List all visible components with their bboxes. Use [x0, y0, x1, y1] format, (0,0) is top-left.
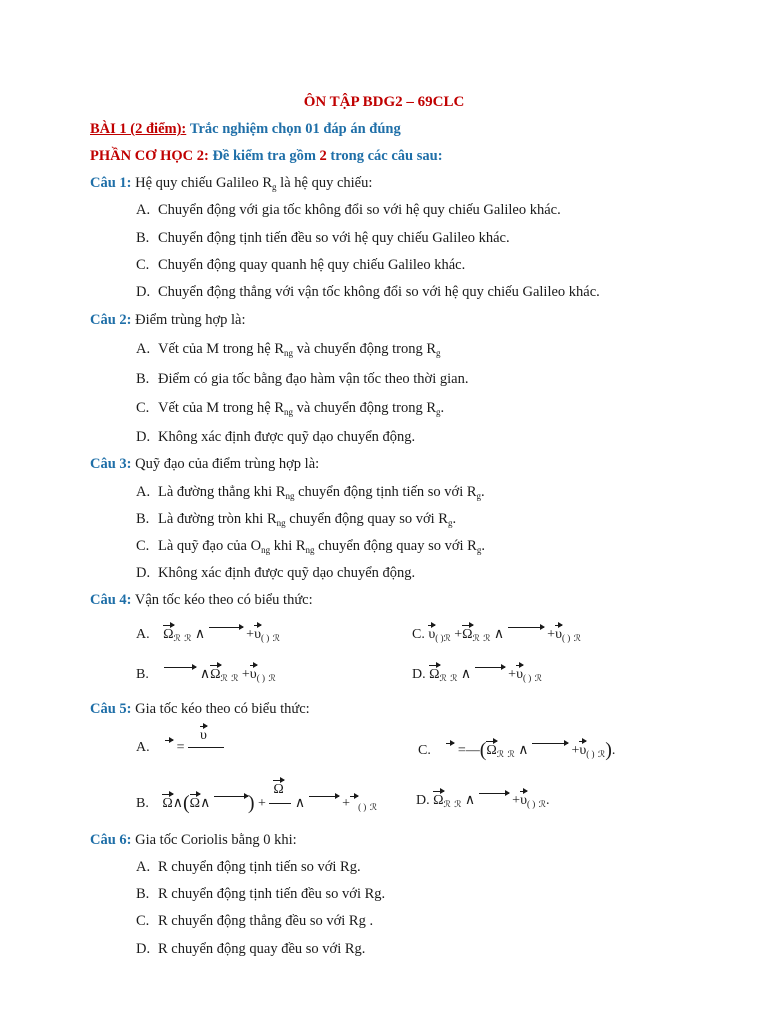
option-label: A.: [136, 859, 151, 875]
plus-symbol: +: [454, 627, 463, 642]
vector-arrow-icon: [446, 743, 454, 744]
question-text: Vận tốc kéo theo có biểu thức:: [134, 592, 313, 608]
section-phan: [90, 149, 443, 164]
option-label: C.: [412, 627, 425, 642]
option-text: Chuyển động với gia tốc không đổi so với hệ quy chiếu Galileo khác.: [158, 202, 561, 218]
question-5: [90, 702, 310, 717]
subscript: g: [272, 182, 277, 192]
option-text-part: .: [481, 538, 485, 554]
phan-count: 2: [319, 148, 327, 164]
plus-symbol: +: [508, 667, 517, 682]
option-4c[interactable]: [412, 627, 581, 643]
option-text-part: chuyển động quay so với R: [314, 538, 477, 554]
question-6: [90, 833, 297, 848]
script-r: ℛ: [454, 799, 462, 809]
vector-arrow-icon: [532, 743, 568, 744]
subscript: g: [436, 348, 441, 358]
equals-symbol: =: [176, 740, 185, 755]
vector-arrow-icon: [508, 627, 544, 628]
wedge-symbol: ∧: [493, 627, 505, 642]
option-label: D.: [136, 941, 151, 957]
option-5d[interactable]: D. $\Omega_ℛ$ $_ℛ$ ∧ $+\upsilon_{( )}$ $_ℛ$.: [416, 793, 550, 809]
script-r: ℛ: [443, 799, 451, 809]
velocity-symbol: υ: [249, 667, 257, 682]
fraction: [269, 781, 291, 811]
question-text: Điểm trùng hợp là:: [135, 312, 246, 328]
fraction-bar: [188, 747, 224, 748]
fraction: [188, 727, 224, 755]
question-text: Hệ quy chiếu Galileo R: [135, 175, 273, 191]
option-text-part: .: [452, 511, 457, 527]
option-text: Không xác định được quỹ dạo chuyển động.: [158, 565, 416, 581]
option-text: Không xác định được quỹ dạo chuyển động.: [158, 429, 416, 445]
subscript-paren: ( ): [256, 673, 265, 683]
option-label: B.: [136, 371, 150, 387]
plus-symbol: +: [241, 667, 250, 682]
question-number: Câu 3:: [90, 456, 132, 472]
option-label: C.: [418, 743, 431, 758]
question-text: Gia tốc Coriolis bằng 0 khi:: [135, 832, 297, 848]
bai1-label: BÀI 1 (2 điểm):: [90, 121, 187, 137]
option-text-part: Vết của M trong hệ R: [158, 341, 285, 357]
question-number: Câu 1:: [90, 175, 132, 191]
velocity-symbol: υ: [516, 667, 523, 682]
omega-symbol: Ω: [163, 627, 174, 642]
option-label: B.: [136, 886, 150, 902]
velocity-symbol: υ: [428, 627, 436, 642]
subscript: g: [476, 491, 482, 501]
option-label: A.: [136, 484, 151, 500]
option-text: [158, 485, 485, 501]
script-r: ℛ: [507, 749, 515, 759]
option-text: Chuyển động quay quanh hệ quy chiếu Galileo khác.: [158, 257, 466, 273]
subscript-paren: ( ): [586, 749, 595, 759]
subscript: ng: [284, 348, 294, 358]
question-text: Gia tốc kéo theo có biểu thức:: [135, 701, 310, 717]
subscript-paren: ( ): [261, 633, 270, 643]
vector-arrow-icon: [214, 796, 248, 797]
wedge-symbol: ∧: [199, 667, 211, 682]
option-label: D.: [416, 793, 430, 808]
script-r: ℛ: [538, 799, 546, 809]
option-label: D.: [136, 565, 151, 581]
vector-arrow-icon: [209, 627, 243, 628]
option-text: Chuyển động tịnh tiến đều so với hệ quy chiếu Galileo khác.: [158, 230, 510, 246]
subscript: ng: [285, 491, 295, 501]
script-r: ℛ: [450, 673, 458, 683]
wedge-symbol: ∧: [518, 743, 529, 758]
option-text: R chuyển động tịnh tiến so với Rg.: [158, 859, 361, 875]
question-text-tail: là hệ quy chiếu:: [276, 175, 373, 191]
option-text-part: và chuyển động trong R: [293, 400, 437, 416]
option-label: C.: [136, 257, 150, 273]
subscript-paren: ( ): [562, 633, 571, 643]
question-number: Câu 6:: [90, 832, 132, 848]
vector-arrow-icon: [164, 667, 196, 668]
option-text-part: khi R: [270, 538, 306, 554]
plus-symbol: +: [571, 743, 580, 758]
wedge-symbol: ∧: [294, 796, 306, 811]
minus-symbol: —: [465, 743, 480, 758]
question-1: [90, 176, 372, 192]
option-label: A.: [136, 341, 151, 357]
velocity-symbol: υ: [579, 743, 587, 758]
plus-symbol: +: [512, 793, 521, 808]
option-label: A.: [136, 202, 151, 218]
option-text-part: Là đường thẳng khi R: [158, 484, 286, 500]
subscript: ng: [305, 545, 315, 555]
fraction-bar: [269, 803, 291, 804]
subscript: ng: [284, 407, 294, 417]
option-text-part: chuyển động quay so với R: [285, 511, 448, 527]
script-r: ℛ: [231, 673, 239, 683]
wedge-symbol: ∧: [464, 793, 476, 808]
option-text-part: Vết của M trong hệ R: [158, 400, 285, 416]
option-label: D.: [136, 284, 151, 300]
question-4: [90, 593, 313, 608]
plus-symbol: +: [342, 796, 351, 811]
script-r: ℛ: [598, 749, 606, 759]
section-bai1: [90, 122, 401, 137]
option-4d[interactable]: [412, 667, 542, 683]
option-text: R chuyển động thẳng đều so với Rg .: [158, 913, 374, 929]
plus-symbol: +: [258, 796, 266, 811]
script-r: ℛ: [173, 633, 181, 643]
wedge-symbol: ∧: [200, 796, 211, 811]
velocity-symbol: υ: [520, 793, 527, 808]
subscript-paren: ( ): [358, 802, 367, 812]
script-r: ℛ: [573, 633, 581, 643]
phan-label: PHẦN CƠ HỌC 2:: [90, 148, 209, 164]
bai1-text: Trắc nghiệm chọn 01 đáp án đúng: [189, 121, 401, 137]
omega-symbol: Ω: [189, 796, 201, 811]
omega-symbol: Ω: [486, 743, 497, 758]
omega-symbol: Ω: [162, 796, 173, 811]
script-r: ℛ: [534, 673, 542, 683]
plus-symbol: +: [246, 627, 255, 642]
omega-symbol: Ω: [210, 667, 221, 682]
option-4a[interactable]: [136, 627, 280, 643]
wedge-symbol: ∧: [460, 667, 472, 682]
option-label: C.: [136, 538, 150, 554]
vector-arrow-icon: [350, 796, 358, 797]
option-text: [158, 401, 444, 417]
wedge-symbol: ∧: [194, 627, 206, 642]
option-text: Chuyển động thẳng với vận tốc không đổi so với hệ quy chiếu Galileo khác.: [158, 284, 600, 300]
vector-arrow-icon: [479, 793, 509, 794]
question-text: Quỹ đạo của điểm trùng hợp là:: [135, 456, 320, 472]
phan-text-b: trong các câu sau:: [330, 148, 443, 164]
option-5b[interactable]: B. Ω∧(Ω∧ ) + Ω ∧ + $_{( )}$ $_ℛ$: [136, 781, 377, 814]
option-text-part: .: [481, 484, 485, 500]
option-label: A.: [136, 627, 150, 642]
script-r: ℛ: [483, 633, 491, 643]
script-r: ℛ: [472, 633, 480, 643]
option-label: D.: [136, 429, 151, 445]
option-text-part: và chuyển động trong R: [293, 341, 437, 357]
question-2: [90, 313, 245, 328]
option-5a[interactable]: [136, 727, 224, 755]
script-r: ℛ: [268, 673, 276, 683]
vector-arrow-icon: [309, 796, 339, 797]
phan-text-a: Đề kiểm tra gồm: [212, 148, 316, 164]
script-r: ℛ: [369, 802, 377, 812]
subscript: g: [476, 545, 482, 555]
velocity-symbol: υ: [555, 627, 562, 642]
script-r: ℛ: [439, 673, 447, 683]
vector-arrow-icon: [475, 667, 505, 668]
omega-symbol: Ω: [433, 793, 444, 808]
option-5c[interactable]: C. $=—(\Omega_ℛ$ $_ℛ$ ∧ $+\upsilon_{( )}$ $_ℛ$).: [418, 739, 616, 761]
option-label: B.: [136, 230, 150, 246]
option-text-part: Là quỹ đạo của O: [158, 538, 262, 554]
subscript-paren: ( ): [435, 633, 444, 643]
option-label: C.: [136, 400, 150, 416]
script-r: ℛ: [272, 633, 280, 643]
option-label: B.: [136, 796, 149, 811]
option-text-part: .: [440, 400, 445, 416]
vector-arrow-icon: [165, 740, 173, 741]
page-title: ÔN TẬP BDG2 – 69CLC: [303, 94, 465, 110]
script-r: ℛ: [184, 633, 192, 643]
wedge-symbol: ∧: [172, 796, 183, 811]
option-text: [158, 342, 441, 358]
option-text-part: chuyển động tịnh tiến so với R: [294, 484, 477, 500]
script-r: ℛ: [443, 633, 451, 643]
option-text: Điểm có gia tốc bằng đạo hàm vận tốc theo thời gian.: [158, 371, 469, 387]
subscript: g: [447, 518, 453, 528]
option-text: R chuyển động quay đều so với Rg.: [158, 941, 366, 957]
option-text-part: Là đường tròn khi R: [158, 511, 277, 527]
subscript-paren: ( ): [527, 799, 536, 809]
subscript: ng: [261, 545, 271, 555]
subscript: g: [436, 407, 441, 417]
option-text: R chuyển động tịnh tiến đều so với Rg.: [158, 886, 386, 902]
subscript-paren: ( ): [523, 673, 532, 683]
option-text: [158, 512, 456, 528]
subscript: ng: [276, 518, 286, 528]
script-r: ℛ: [220, 673, 228, 683]
velocity-symbol: υ: [254, 627, 261, 642]
omega-symbol: Ω: [273, 781, 284, 797]
script-r: ℛ: [496, 749, 505, 759]
velocity-symbol: υ: [200, 727, 207, 743]
option-label: C.: [136, 913, 150, 929]
question-number: Câu 5:: [90, 701, 132, 717]
option-4b[interactable]: [136, 667, 276, 683]
omega-symbol: Ω: [462, 627, 473, 642]
question-3: [90, 457, 319, 472]
option-label: D.: [412, 667, 426, 682]
question-number: Câu 4:: [90, 592, 132, 608]
option-text: [158, 539, 485, 555]
plus-symbol: +: [547, 627, 556, 642]
option-label: B.: [136, 667, 149, 682]
option-label: B.: [136, 511, 150, 527]
equals-symbol: =: [457, 743, 466, 758]
option-label: A.: [136, 740, 150, 755]
question-number: Câu 2:: [90, 312, 132, 328]
omega-symbol: Ω: [429, 667, 440, 682]
